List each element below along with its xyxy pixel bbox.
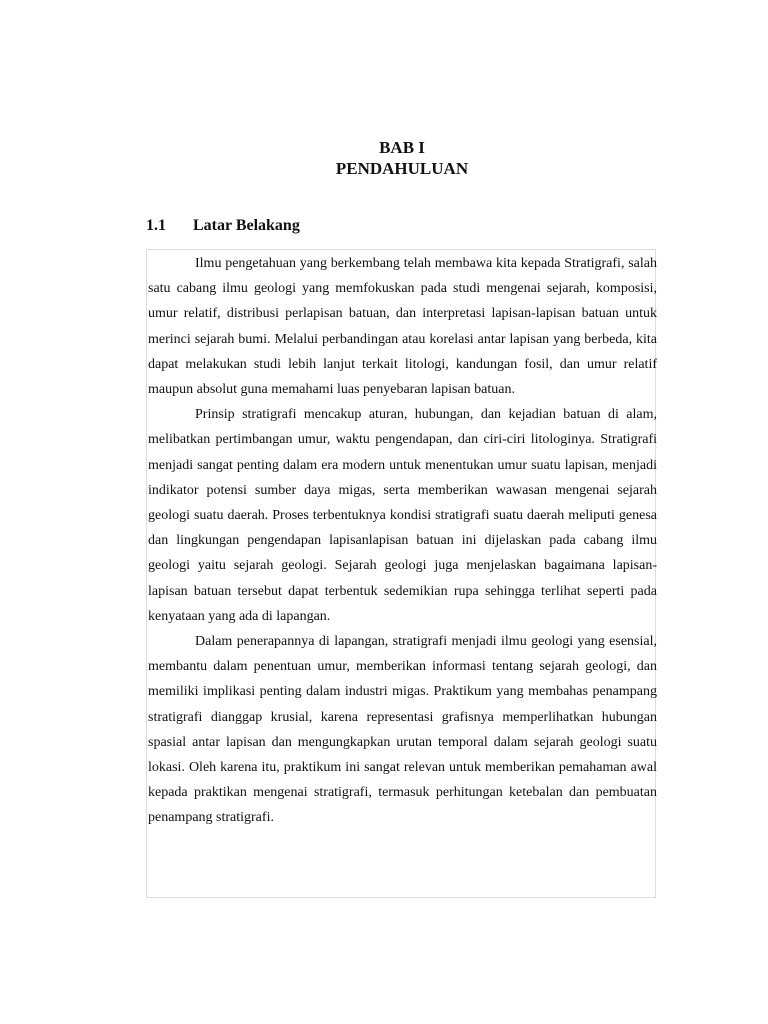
paragraph: Dalam penerapannya di lapangan, stratigrafi menjadi ilmu geologi yang esensial, membantu dalam penentuan umur, memberikan informasi tentang sejarah geologi, dan memiliki implikasi penting dalam industri migas. Praktikum yang membahas penampang stratigrafi dianggap krusial, karena representasi grafisnya memperlihatkan hubungan spasial antar lapisan dan mengungkapkan urutan temporal dalam sejarah geologi suatu lokasi. Oleh karena itu, praktikum ini sangat relevan untuk memberikan pemahaman awal kepada praktikan mengenai stratigrafi, termasuk perhitungan ketebalan dan pembuatan penampang stratigrafi. (148, 634, 657, 826)
chapter-title: PENDAHULUAN (335, 159, 469, 178)
section-title: Latar Belakang (193, 217, 300, 234)
paragraph: Ilmu pengetahuan yang berkembang telah membawa kita kepada Stratigrafi, salah satu cabang ilmu geologi yang memfokuskan pada studi mengenai sejarah, komposisi, umur relatif, distribusi perlapisan batuan, dan interpretasi lapisan-lapisan batuan untuk merinci sejarah bumi. Melalui perbandingan atau korelasi antar lapisan yang berbeda, kita dapat melakukan studi lebih lanjut terkait litologi, kandungan fosil, dan umur relatif maupun absolut guna memahami luas penyebaran lapisan batuan. (148, 256, 657, 398)
section-body (148, 251, 657, 831)
section-number: 1.1 (146, 217, 166, 234)
chapter-label: BAB I (379, 138, 425, 157)
section-heading (146, 216, 300, 236)
paragraph: Prinsip stratigrafi mencakup aturan, hubungan, dan kejadian batuan di alam, melibatkan pertimbangan umur, waktu pengendapan, dan ciri-ciri litologinya. Stratigrafi menjadi sangat penting dalam era modern untuk menentukan umur suatu lapisan, menjadi indikator potensi sumber daya migas, serta memberikan wawasan mengenai sejarah geologi suatu daerah. Proses terbentuknya kondisi stratigrafi suatu daerah meliputi genesa dan lingkungan pengendapan lapisanlapisan batuan ini dijelaskan pada cabang ilmu geologi yaitu sejarah geologi. Sejarah geologi juga menjelaskan bagaimana lapisan-lapisan batuan tersebut dapat terbentuk sedemikian rupa sehingga terlihat seperti pada kenyataan yang ada di lapangan. (148, 407, 657, 624)
chapter-heading (146, 137, 658, 179)
